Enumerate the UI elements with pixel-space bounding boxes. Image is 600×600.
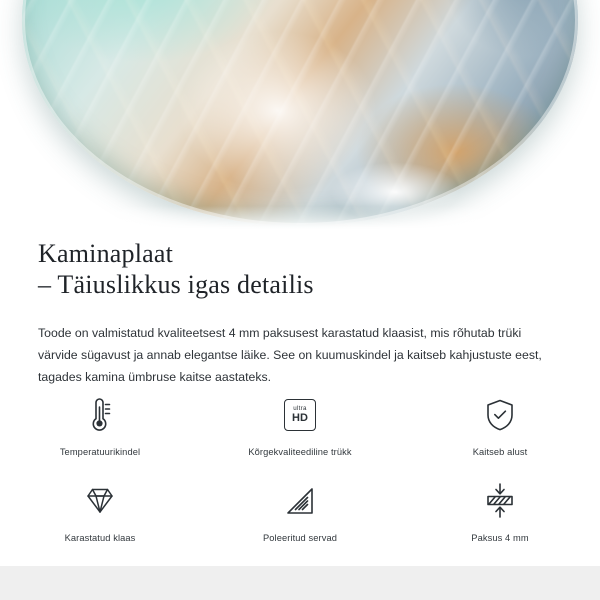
feature-item-temperature: [0, 392, 200, 470]
text-content: [0, 232, 600, 388]
feature-grid: [0, 392, 600, 556]
headline-line-1: Kaminaplaat: [38, 239, 174, 268]
ultra-hd-icon: [284, 392, 316, 438]
footer-bar: [0, 566, 600, 600]
ultra-hd-top-text: ultra: [293, 404, 307, 412]
ultra-hd-bottom-text: HD: [292, 412, 308, 425]
feature-item-surface-protection: [400, 392, 600, 470]
diamond-icon: [81, 478, 119, 524]
feature-label: Kõrgekvaliteediline trükk: [248, 447, 352, 457]
feature-item-print-quality: [200, 392, 400, 470]
thickness-arrows-icon: [481, 478, 519, 524]
hero-bottom-fade: [0, 206, 600, 232]
headline-line-2: – Täiuslikkus igas detailis: [38, 270, 314, 299]
page-title: [0, 232, 600, 300]
thermometer-icon: [83, 392, 117, 438]
feature-label: Paksus 4 mm: [471, 533, 529, 543]
feature-item-thickness: [400, 478, 600, 556]
feature-label: Kaitseb alust: [472, 447, 528, 457]
polished-edges-icon: [283, 478, 317, 524]
product-image: [22, 0, 578, 226]
hero-image-area: [0, 0, 600, 232]
description-paragraph: Toode on valmistatud kvaliteetsest 4 mm paksusest karastatud klaasist, mis rõhutab trüki värvide sügavust ja annab elegantse läike. See on kuumuskindel ja kaitseb kahjustuste eest, tagades kamina ümbruse kaitse aastateks.: [38, 326, 542, 384]
shield-check-icon: [483, 392, 517, 438]
feature-item-polished-edges: [200, 478, 400, 556]
feature-label: Temperatuurikindel: [59, 447, 141, 457]
feature-item-tempered-glass: [0, 478, 200, 556]
feature-label: Karastatud klaas: [64, 533, 136, 543]
feature-label: Poleeritud servad: [262, 533, 338, 543]
